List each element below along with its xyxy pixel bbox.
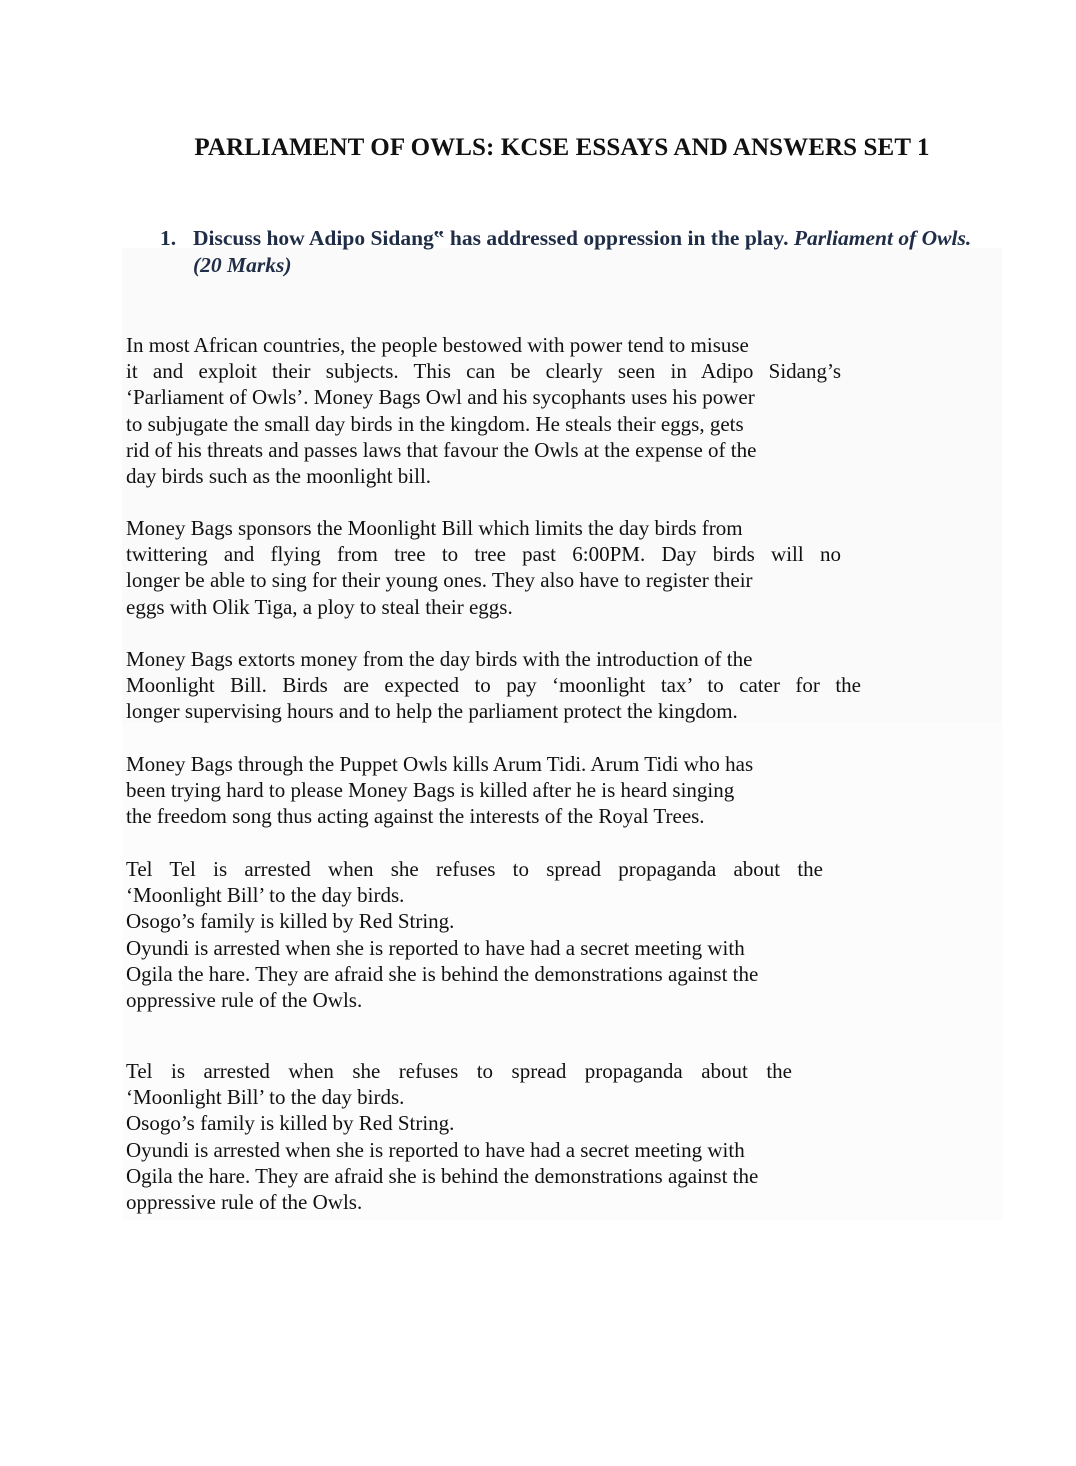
- paragraph-line: eggs with Olik Tiga, a ploy to steal their eggs.: [126, 594, 513, 619]
- question-text: [193, 225, 990, 279]
- paragraph-line: Ogila the hare. They are afraid she is behind the demonstrations against the: [126, 961, 759, 986]
- question-number: 1.: [160, 226, 177, 250]
- paragraph-line: oppressive rule of the Owls.: [126, 988, 363, 1013]
- paragraph-line: the freedom song thus acting against the interests of the Royal Trees.: [126, 804, 705, 829]
- paragraph-line: longer be able to sing for their young ones. They also have to register their: [126, 568, 753, 593]
- paragraph-5: [126, 856, 846, 1013]
- paragraph-line: rid of his threats and passes laws that favour the Owls at the expense of the: [126, 437, 757, 462]
- paragraph-line: Tel Tel is arrested when she refuses to spread propaganda about the: [126, 857, 823, 881]
- paragraph-line: been trying hard to please Money Bags is killed after he is heard singing: [126, 778, 735, 803]
- paragraph-line: Osogo’s family is killed by Red String.: [126, 909, 455, 934]
- paragraph-line: oppressive rule of the Owls.: [126, 1190, 363, 1215]
- paragraph-line: Oyundi is arrested when she is reported to have had a secret meeting with: [126, 935, 745, 960]
- paragraph-line: ‘Moonlight Bill’ to the day birds.: [126, 1085, 405, 1110]
- paragraph-line: day birds such as the moonlight bill.: [126, 464, 432, 489]
- paragraph-line: to subjugate the small day birds in the kingdom. He steals their eggs, gets: [126, 411, 744, 436]
- paragraph-2: [126, 515, 841, 620]
- question-item: [160, 225, 990, 279]
- paragraph-1: [126, 332, 841, 489]
- question-main-text: Discuss how Adipo Sidang‟ has addressed oppression in the play.: [193, 226, 789, 250]
- paragraph-line: twittering and flying from tree to tree past 6:00PM. Day birds will no: [126, 542, 841, 567]
- paragraph-line: ‘Parliament of Owls’. Money Bags Owl and his sycophants uses his power: [126, 385, 755, 410]
- page-title: PARLIAMENT OF OWLS: KCSE ESSAYS AND ANSWERS SET 1: [194, 134, 930, 161]
- paragraph-6: [126, 1058, 846, 1215]
- paragraph-line: Money Bags through the Puppet Owls kills Arum Tidi. Arum Tidi who has: [126, 752, 754, 776]
- paragraph-line: Oyundi is arrested when she is reported to have had a secret meeting with: [126, 1137, 745, 1162]
- paragraph-line: Money Bags extorts money from the day birds with the introduction of the: [126, 647, 753, 671]
- paragraph-line: longer supervising hours and to help the parliament protect the kingdom.: [126, 699, 738, 724]
- paragraph-line: Tel is arrested when she refuses to spread propaganda about the: [126, 1059, 792, 1083]
- paragraph-3: [126, 646, 861, 725]
- paragraph-line: Money Bags sponsors the Moonlight Bill which limits the day birds from: [126, 516, 743, 540]
- paragraph-line: Moonlight Bill. Birds are expected to pay ‘moonlight tax’ to cater for the: [126, 673, 861, 698]
- question-italic-text: Parliament of Owls. (20 Marks): [193, 226, 972, 277]
- paragraph-line: Osogo’s family is killed by Red String.: [126, 1111, 455, 1136]
- paragraph-line: it and exploit their subjects. This can be clearly seen in Adipo Sidang’s: [126, 359, 841, 384]
- paragraph-line: Ogila the hare. They are afraid she is behind the demonstrations against the: [126, 1163, 759, 1188]
- paragraph-line: In most African countries, the people bestowed with power tend to misuse: [126, 333, 749, 357]
- paragraph-line: ‘Moonlight Bill’ to the day birds.: [126, 883, 405, 908]
- paragraph-4: [126, 751, 841, 830]
